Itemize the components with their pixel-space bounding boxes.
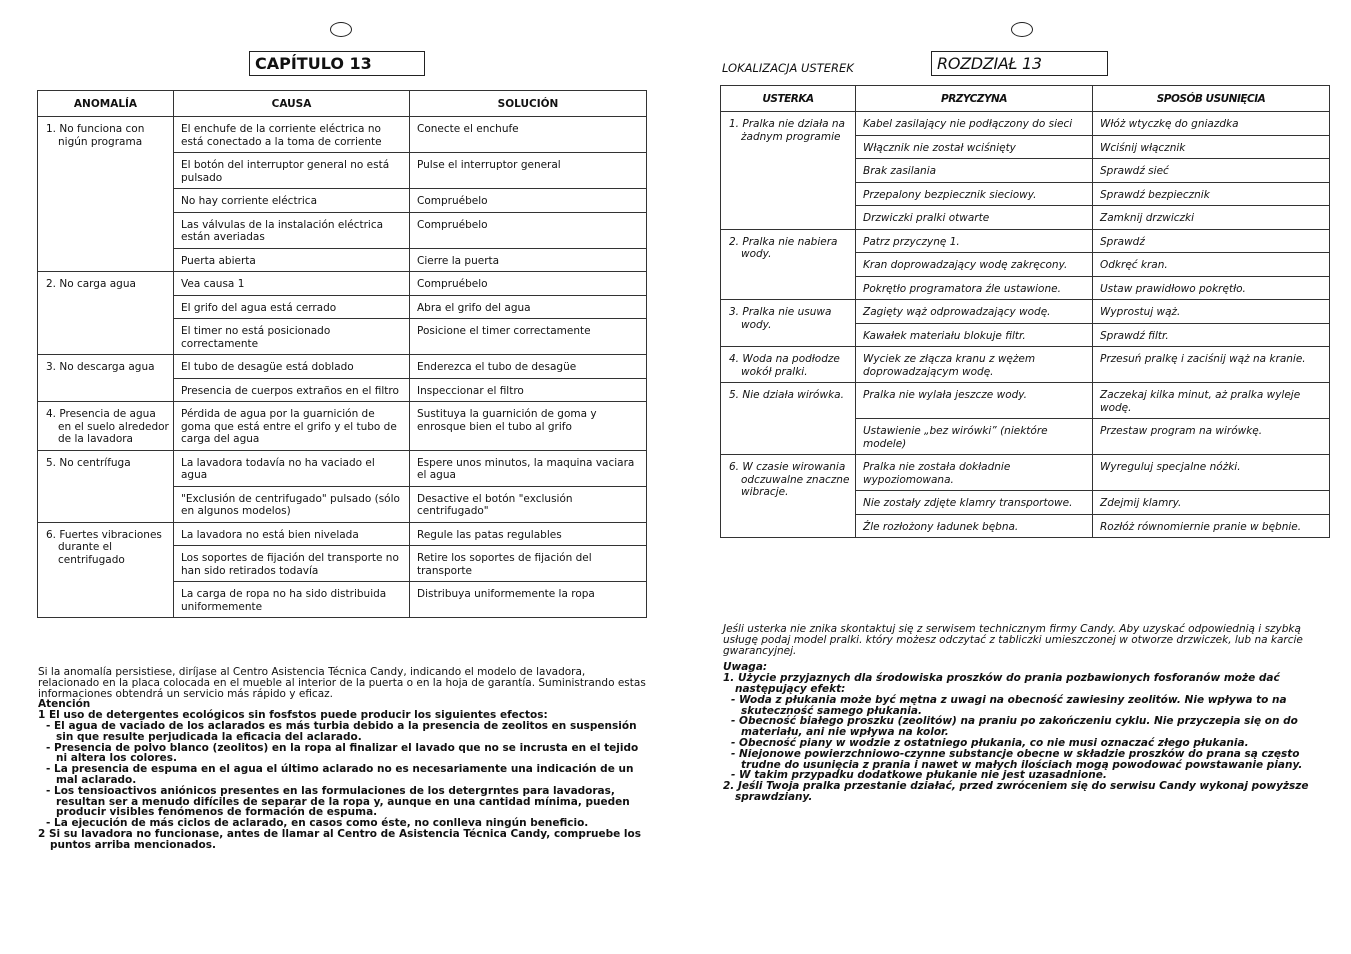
cause-cell: La carga de ropa no ha sido distribuida uniformemente <box>174 582 410 618</box>
notes-intro: Si la anomalía persistiese, diríjase al Centro Asistencia Técnica Candy, indicando el modelo de lavadora, relacionado en la placa colocada en el mueble al interior de la puerta o en la hoja de garantía. Suministrando estas informaciones obtendrá un servicio más rápido y eficaz. <box>38 666 646 700</box>
solution-cell: Wyreguluj specjalne nóżki. <box>1093 455 1330 491</box>
solution-cell: Regule las patas regulables <box>410 522 647 546</box>
chapter-title-right: ROZDZIAŁ 13 <box>931 51 1108 76</box>
notes-left <box>38 667 646 851</box>
notes-attention: Atención <box>38 698 91 711</box>
cause-cell: Brak zasilania <box>856 159 1093 183</box>
cause-cell: No hay corriente eléctrica <box>174 189 410 213</box>
anomaly-text: 1. Pralka nie działa na żadnym programie <box>729 118 845 143</box>
cause-cell: "Exclusión de centrifugado" pulsado (sólo en algunos modelos) <box>174 486 410 522</box>
anomaly-text: 2. Pralka nie nabiera wody. <box>729 235 838 260</box>
cause-cell: Los soportes de fijación del transporte no han sido retirados todavía <box>174 546 410 582</box>
anomaly-cell <box>38 522 174 618</box>
anomaly-text: 2. No carga agua <box>46 278 136 290</box>
anomaly-cell <box>721 300 856 347</box>
cause-cell: Ustawienie „bez wirówki” (niektóre modele) <box>856 419 1093 455</box>
cause-cell: Presencia de cuerpos extraños en el filtro <box>174 378 410 402</box>
cause-cell: La lavadora no está bien nivelada <box>174 522 410 546</box>
notes-intro: Jeśli usterka nie znika skontaktuj się z serwisem technicznym firmy Candy. Aby uzyskać odpowiednią i szybką usługę podaj model pralki. który możesz odczytać z tabliczki umieszczonej w otworze drzwiczek, lub na karcie gwarancyjnej. <box>723 623 1303 657</box>
notes-sub-4: - Niejonowe powierzchniowo-czynne substancje obecne w składzie proszków do prana są często trudne do usunięcia z prania i nawet w małych ilościach mogą powodować powstawanie piany. <box>731 747 1303 771</box>
header-cause: PRZYCZYNA <box>856 86 1093 112</box>
cause-cell: Kawałek materiału blokuje filtr. <box>856 323 1093 347</box>
header-cause: CAUSA <box>174 91 410 117</box>
notes-sub-1: - El agua de vaciado de los aclarados es más turbia debido a la presencia de zeolitos en suspensión sin que resulte perjudicada la eficacia del aclarado. <box>46 719 637 743</box>
anomaly-cell <box>38 402 174 451</box>
table-row <box>38 117 647 153</box>
cause-cell: Włącznik nie został wciśnięty <box>856 135 1093 159</box>
solution-cell: Pulse el interruptor general <box>410 153 647 189</box>
notes-item-2: 2. Jeśli Twoja pralka przestanie działać, przed zwróceniem się do serwisu Candy wykonaj powyższe sprawdziany. <box>723 780 1309 803</box>
notes-item-2: 2 Si su lavadora no funcionase, antes de llamar al Centro de Asistencia Técnica Candy, compruebe los puntos arriba mencionados. <box>38 827 641 851</box>
solution-cell: Enderezca el tubo de desagüe <box>410 355 647 379</box>
cause-cell: El grifo del agua está cerrado <box>174 295 410 319</box>
anomaly-text: 3. Pralka nie usuwa wody. <box>729 306 832 331</box>
anomaly-cell <box>38 450 174 522</box>
language-marker-right <box>1011 22 1033 37</box>
solution-cell: Sprawdź <box>1093 229 1330 253</box>
solution-cell: Desactive el botón "exclusión centrifugado" <box>410 486 647 522</box>
solution-cell: Posicione el timer correctamente <box>410 319 647 355</box>
anomaly-text: 6. W czasie wirowania odczuwalne znaczne wibracje. <box>729 461 850 498</box>
solution-cell: Przesuń pralkę i zaciśnij wąż na kranie. <box>1093 347 1330 383</box>
cause-cell: La lavadora todavía no ha vaciado el agua <box>174 450 410 486</box>
notes-sub-3: - La presencia de espuma en el agua el último aclarado no es necesariamente una indicación de un mal aclarado. <box>46 763 634 786</box>
solution-cell: Rozłóż równomiernie pranie w bębnie. <box>1093 514 1330 538</box>
right-page <box>676 0 1351 954</box>
solution-cell: Conecte el enchufe <box>410 117 647 153</box>
anomaly-cell <box>721 347 856 383</box>
anomaly-text: 5. No centrífuga <box>46 456 131 469</box>
language-marker-left <box>330 22 352 37</box>
table-row <box>721 112 1330 136</box>
solution-cell: Wyprostuj wąż. <box>1093 300 1330 324</box>
anomaly-text: 3. No descarga agua <box>46 361 155 373</box>
anomaly-cell <box>38 272 174 355</box>
header-anomaly: USTERKA <box>721 86 856 112</box>
table-row <box>38 450 647 486</box>
cause-cell: El botón del interruptor general no está pulsado <box>174 153 410 189</box>
table-row <box>721 347 1330 383</box>
solution-cell: Distribuya uniformemente la ropa <box>410 582 647 618</box>
table-row <box>721 229 1330 253</box>
table-row <box>38 355 647 379</box>
anomaly-text: 4. Woda na podłodze wokół pralki. <box>729 353 840 378</box>
anomaly-cell <box>721 383 856 455</box>
cause-cell: Pérdida de agua por la guarnición de goma que está entre el grifo y el tubo de carga del agua <box>174 402 410 451</box>
cause-cell: Puerta abierta <box>174 248 410 272</box>
anomaly-text: 5. Nie działa wirówka. <box>729 389 844 401</box>
cause-cell: El enchufe de la corriente eléctrica no está conectado a la toma de corriente <box>174 117 410 153</box>
solution-cell: Inspeccionar el filtro <box>410 378 647 402</box>
cause-cell: Źle rozłożony ładunek bębna. <box>856 514 1093 538</box>
anomaly-cell <box>721 455 856 538</box>
solution-cell: Przestaw program na wirówkę. <box>1093 419 1330 455</box>
chapter-title-left: CAPÍTULO 13 <box>249 51 425 76</box>
solution-cell: Sustituya la guarnición de goma y enrosque bien el tubo al grifo <box>410 402 647 451</box>
anomaly-cell <box>721 112 856 230</box>
cause-cell: Kran doprowadzający wodę zakręcony. <box>856 253 1093 277</box>
table-row <box>721 455 1330 491</box>
cause-cell: Kabel zasilający nie podłączony do sieci <box>856 112 1093 136</box>
anomaly-text: 1. No funciona con nigún programa <box>46 123 145 148</box>
solution-cell: Zamknij drzwiczki <box>1093 206 1330 230</box>
table-row <box>38 402 647 451</box>
table-row <box>38 272 647 296</box>
cause-cell: Vea causa 1 <box>174 272 410 296</box>
notes-sub-1: - Woda z płukania może być mętna z uwagi na obecność zawiesiny zeolitów. Nie wpływa to na skuteczność samego płukania. <box>731 693 1287 717</box>
cause-cell: Nie zostały zdjęte klamry transportowe. <box>856 491 1093 515</box>
solution-cell: Espere unos minutos, la maquina vaciara el agua <box>410 450 647 486</box>
solution-cell: Cierre la puerta <box>410 248 647 272</box>
notes-sub-3: - Obecność piany w wodzie z ostatniego płukania, co nie musi oznaczać złego płukania. <box>731 736 1249 749</box>
solution-cell: Compruébelo <box>410 212 647 248</box>
cause-cell: Pralka nie wylała jeszcze wody. <box>856 383 1093 419</box>
cause-cell: Drzwiczki pralki otwarte <box>856 206 1093 230</box>
table-row <box>721 383 1330 419</box>
section-title: LOKALIZACJA USTEREK <box>722 61 854 75</box>
notes-sub-5: - W takim przypadku dodatkowe płukanie nie jest uzasadnione. <box>731 769 1107 782</box>
table-row <box>721 300 1330 324</box>
troubleshooting-table-right <box>720 85 1330 538</box>
solution-cell: Sprawdź sieć <box>1093 159 1330 183</box>
header-solution: SOLUCIÓN <box>410 91 647 117</box>
cause-cell: El tubo de desagüe está doblado <box>174 355 410 379</box>
solution-cell: Sprawdź bezpiecznik <box>1093 182 1330 206</box>
anomaly-text: 4. Presencia de agua en el suelo alrededor de la lavadora <box>46 408 169 445</box>
notes-sub-2: - Presencia de polvo blanco (zeolitos) en la ropa al finalizar el lavado que no se incrusta en el tejido ni altera los colores. <box>46 741 639 765</box>
cause-cell: Las válvulas de la instalación eléctrica están averiadas <box>174 212 410 248</box>
header-solution: SPOSÓB USUNIĘCIA <box>1093 86 1330 112</box>
solution-cell: Zdejmij klamry. <box>1093 491 1330 515</box>
header-anomaly: ANOMALÍA <box>38 91 174 117</box>
notes-attention: Uwaga: <box>723 661 768 674</box>
anomaly-cell <box>38 355 174 402</box>
solution-cell: Zaczekaj kilka minut, aż pralka wyleje wodę. <box>1093 383 1330 419</box>
anomaly-cell <box>38 117 174 272</box>
cause-cell: Wyciek ze złącza kranu z wężem doprowadzającym wodę. <box>856 347 1093 383</box>
notes-item-1: 1 El uso de detergentes ecológicos sin fosfstos puede producir los siguientes efectos: <box>38 709 548 722</box>
solution-cell: Odkręć kran. <box>1093 253 1330 277</box>
solution-cell: Sprawdź filtr. <box>1093 323 1330 347</box>
anomaly-text: 6. Fuertes vibraciones durante el centrifugado <box>46 528 162 566</box>
solution-cell: Ustaw prawidłowo pokrętło. <box>1093 276 1330 300</box>
table-row <box>38 522 647 546</box>
notes-item-1: 1. Użycie przyjaznych dla środowiska proszków do prania pozbawionych fosforanów może dać następujący efekt: <box>723 672 1280 695</box>
notes-sub-2: - Obecność białego proszku (zeolitów) na praniu po zakończeniu cyklu. Nie przyczepia się on do materiału, ani nie wpływa na kolor. <box>731 715 1298 739</box>
cause-cell: Pralka nie została dokładnie wypoziomowana. <box>856 455 1093 491</box>
cause-cell: Pokrętło programatora źle ustawione. <box>856 276 1093 300</box>
anomaly-cell <box>721 229 856 300</box>
notes-sub-4: - Los tensioactivos aniónicos presentes en las formulaciones de los detergrntes para lavadoras, resultan ser a menudo difíciles de separar de la ropa y, aunque en una cantidad mínima, pueden producir visibles fenómenos de formación de espuma. <box>46 784 630 819</box>
solution-cell: Abra el grifo del agua <box>410 295 647 319</box>
solution-cell: Włóż wtyczkę do gniazdka <box>1093 112 1330 136</box>
cause-cell: Patrz przyczynę 1. <box>856 229 1093 253</box>
solution-cell: Compruébelo <box>410 272 647 296</box>
troubleshooting-table-left <box>37 90 647 618</box>
table-header-row <box>38 91 647 117</box>
cause-cell: Zagięty wąż odprowadzający wodę. <box>856 300 1093 324</box>
solution-cell: Wciśnij włącznik <box>1093 135 1330 159</box>
cause-cell: El timer no está posicionado correctamente <box>174 319 410 355</box>
solution-cell: Compruébelo <box>410 189 647 213</box>
table-header-row <box>721 86 1330 112</box>
notes-right <box>723 624 1328 803</box>
solution-cell: Retire los soportes de fijación del transporte <box>410 546 647 582</box>
notes-sub-5: - La ejecución de más ciclos de aclarado, en casos como éste, no conlleva ningún beneficio. <box>46 817 589 830</box>
cause-cell: Przepalony bezpiecznik sieciowy. <box>856 182 1093 206</box>
